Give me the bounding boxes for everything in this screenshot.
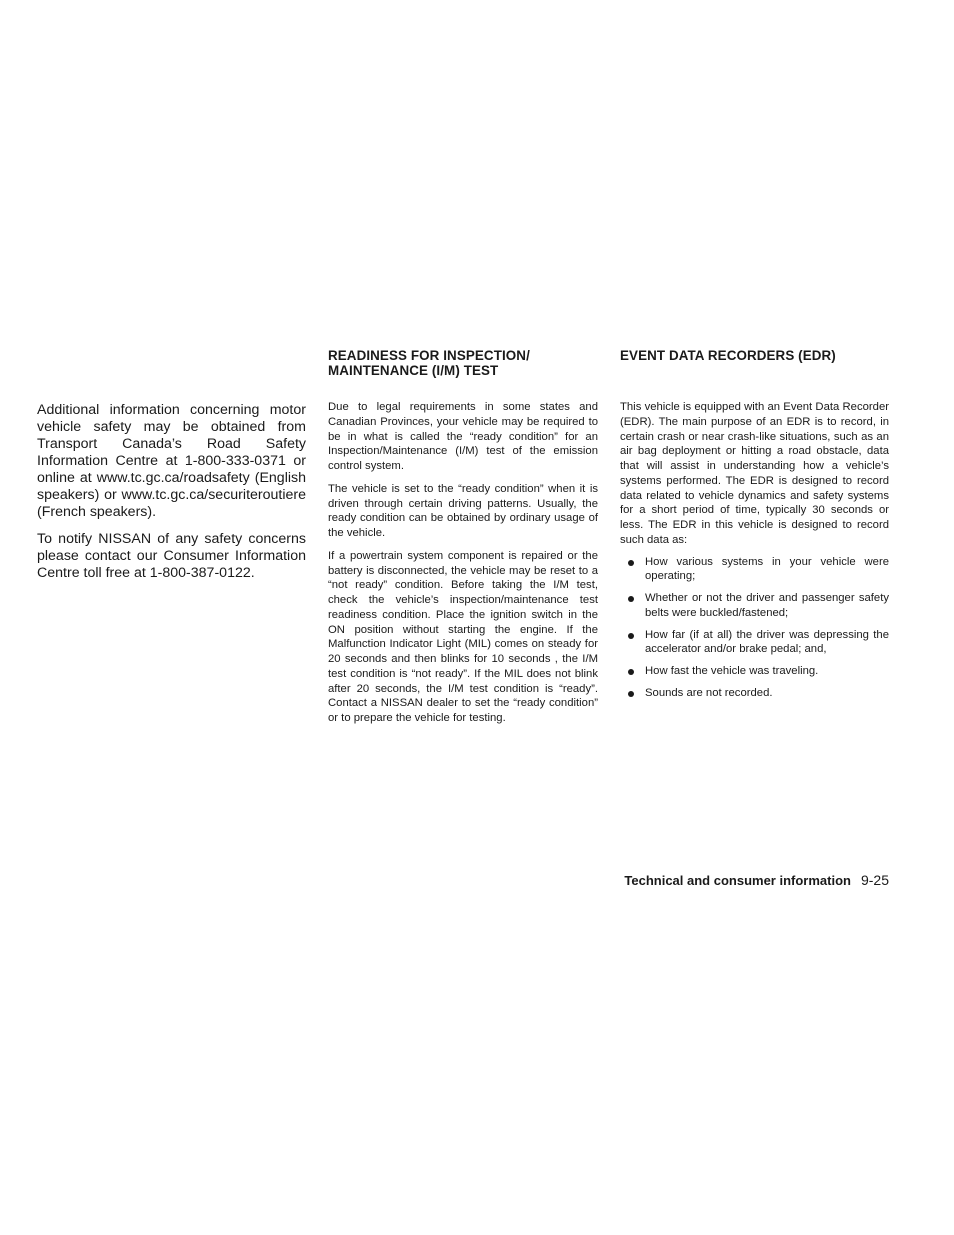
page-footer: [624, 871, 889, 890]
left-column: [37, 402, 306, 582]
transport-canada-paragraph: Additional information concerning motor vehicle safety may be obtained from Transport Canada’s Road Safety Information Centre at 1-800-333-0371 or online at www.tc.gc.ca/roadsafety (English speakers) or www.tc.gc.ca/securiteroutiere (French speakers).: [37, 402, 306, 520]
edr-intro-paragraph: This vehicle is equipped with an Event Data Recorder (EDR). The main purpose of an EDR is to record, in certain crash or near crash-like situations, such as an air bag deployment or hitting a road obstacle, data that will assist in understanding how a vehicle’s systems performed. The EDR is designed to record data related to vehicle dynamics and safety systems for a short period of time, typically 30 seconds or less. The EDR in this vehicle is designed to record such data as:: [620, 401, 889, 546]
list-item: [620, 664, 889, 679]
list-item-text: How far (if at all) the driver was depressing the accelerator and/or brake pedal; and,: [645, 628, 889, 656]
middle-column: [328, 348, 598, 726]
list-item: [620, 686, 889, 701]
list-item-text: Whether or not the driver and passenger safety belts were buckled/fastened;: [645, 592, 889, 619]
im-test-heading: [328, 348, 598, 378]
bullet-icon: [628, 633, 634, 639]
right-column: [620, 348, 889, 708]
page-number: 9-25: [860, 872, 889, 888]
bullet-icon: [628, 669, 634, 675]
bullet-icon: [628, 596, 634, 602]
list-item-text: How fast the vehicle was traveling.: [645, 665, 819, 677]
list-item: [620, 591, 889, 621]
im-test-heading-line1: READINESS FOR INSPECTION/: [328, 348, 530, 363]
bullet-icon: [628, 560, 634, 566]
edr-bullet-list: [620, 555, 889, 701]
footer-section-title: Technical and consumer information: [624, 873, 851, 888]
list-item-text: Sounds are not recorded.: [645, 686, 773, 699]
bullet-icon: [628, 691, 634, 697]
im-test-paragraph: If a powertrain system component is repaired or the battery is disconnected, the vehicle may be reset to a “not ready” condition. Before taking the I/M test, check the vehicle’s inspection/maintenance test readiness condition. Place the ignition switch in the ON position without starting the engine. If the Malfunction Indicator Light (MIL) comes on steady for 20 seconds and then blinks for 10 seconds , the I/M test condition is “not ready”. If the MIL does not blink after 20 seconds, the I/M test condition is “ready”. Contact a NISSAN dealer to set the “ready condition” or to prepare the vehicle for testing.: [328, 549, 598, 724]
list-item-text: How various systems in your vehicle were operating;: [645, 555, 889, 583]
edr-heading: EVENT DATA RECORDERS (EDR): [620, 348, 836, 363]
list-item: [620, 628, 889, 658]
list-item: [620, 555, 889, 585]
im-test-paragraph: The vehicle is set to the “ready condition” when it is driven through certain driving patterns. Usually, the ready condition can be obtained by ordinary usage of the vehicle.: [328, 482, 598, 539]
nissan-contact-paragraph: To notify NISSAN of any safety concerns please contact our Consumer Information Centre toll free at 1-800-387-0122.: [37, 531, 306, 581]
im-test-heading-line2: MAINTENANCE (I/M) TEST: [328, 363, 499, 378]
im-test-paragraph: Due to legal requirements in some states and Canadian Provinces, your vehicle may be required to be in what is called the “ready condition” for an Inspection/Maintenance (I/M) test of the emission control system.: [328, 401, 598, 472]
